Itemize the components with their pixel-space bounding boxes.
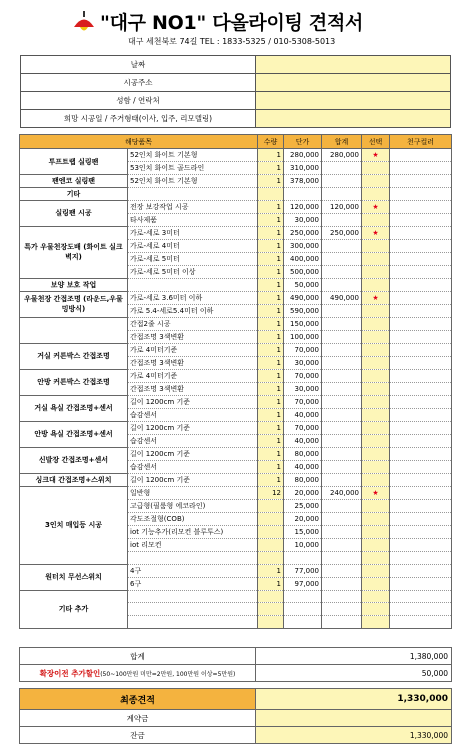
select-cell[interactable]: ★ <box>362 149 390 162</box>
price-cell: 300,000 <box>284 239 322 252</box>
category-cell: 기타 <box>20 188 128 201</box>
item-cell: 가로 4미터기준 <box>128 343 258 356</box>
item-cell <box>128 603 258 616</box>
select-cell[interactable]: ★ <box>362 486 390 499</box>
select-cell[interactable] <box>362 577 390 590</box>
table-row <box>20 317 452 330</box>
total-cell <box>322 239 362 252</box>
color-cell[interactable] <box>390 395 452 408</box>
price-cell: 70,000 <box>284 421 322 434</box>
category-cell: 신발장 간접조명+센서 <box>20 447 128 473</box>
item-cell <box>128 278 258 291</box>
category-cell: 안방 커튼박스 간접조명 <box>20 369 128 395</box>
item-cell: 52인치 화이트 기본형 <box>128 175 258 188</box>
select-cell[interactable] <box>362 590 390 603</box>
qty-cell[interactable] <box>258 188 284 201</box>
total-cell <box>322 408 362 421</box>
table-row <box>20 188 452 201</box>
total-cell <box>322 564 362 577</box>
schedule-field[interactable] <box>256 110 451 128</box>
total-cell: 490,000 <box>322 291 362 304</box>
table-row <box>20 447 452 460</box>
item-cell: 습감센서 <box>128 460 258 473</box>
qty-cell[interactable]: 1 <box>258 343 284 356</box>
item-cell: 6구 <box>128 577 258 590</box>
total-cell <box>322 356 362 369</box>
color-cell[interactable] <box>390 149 452 162</box>
item-cell: 가로-세로 4미터 <box>128 239 258 252</box>
color-cell[interactable] <box>390 434 452 447</box>
category-cell <box>20 317 128 343</box>
price-cell <box>284 603 322 616</box>
color-cell[interactable] <box>390 278 452 291</box>
item-cell: 가로-세로 5미터 이상 <box>128 265 258 278</box>
item-cell <box>128 616 258 629</box>
price-cell: 70,000 <box>284 395 322 408</box>
select-cell[interactable] <box>362 616 390 629</box>
category-cell: 기타 추가 <box>20 590 128 628</box>
col-color: 천구컬러 <box>390 135 452 149</box>
qty-cell[interactable]: 1 <box>258 564 284 577</box>
price-cell: 80,000 <box>284 473 322 486</box>
select-cell[interactable] <box>362 499 390 512</box>
color-cell[interactable] <box>390 551 452 564</box>
final-label: 최종견적 <box>20 689 256 710</box>
qty-cell[interactable]: 1 <box>258 265 284 278</box>
color-cell[interactable] <box>390 356 452 369</box>
discount-label: 확장이전 추가할인 <box>39 668 101 678</box>
price-cell: 100,000 <box>284 330 322 343</box>
total-cell <box>322 252 362 265</box>
item-cell <box>128 551 258 564</box>
company-address: 대구 세천북로 74길 TEL : 1833-5325 / 010-5308-5013 <box>128 37 336 46</box>
category-cell: 투프트랩 실링팬 <box>20 149 128 175</box>
select-cell[interactable] <box>362 421 390 434</box>
select-cell[interactable] <box>362 512 390 525</box>
item-cell: 길이 1200cm 기준 <box>128 473 258 486</box>
total-cell <box>322 473 362 486</box>
item-cell: iot 리모컨 <box>128 538 258 551</box>
item-cell: 52인치 화이트 기본형 <box>128 149 258 162</box>
color-cell[interactable] <box>390 473 452 486</box>
total-cell <box>322 551 362 564</box>
qty-cell[interactable]: 1 <box>258 330 284 343</box>
table-row <box>20 291 452 304</box>
select-cell[interactable] <box>362 317 390 330</box>
table-row <box>20 473 452 486</box>
color-cell[interactable] <box>390 577 452 590</box>
item-cell: 53인치 화이트 골드라인 <box>128 162 258 175</box>
total-cell <box>322 590 362 603</box>
select-cell[interactable] <box>362 447 390 460</box>
select-cell[interactable] <box>362 252 390 265</box>
select-cell[interactable] <box>362 356 390 369</box>
table-row <box>20 369 452 382</box>
select-cell[interactable] <box>362 265 390 278</box>
color-cell[interactable] <box>390 590 452 603</box>
color-cell[interactable] <box>390 369 452 382</box>
category-cell: 원터치 무선스위치 <box>20 564 128 590</box>
item-cell: 타사제품 <box>128 213 258 226</box>
select-cell[interactable] <box>362 188 390 201</box>
qty-cell[interactable] <box>258 616 284 629</box>
color-cell[interactable] <box>390 499 452 512</box>
price-cell <box>284 551 322 564</box>
color-cell[interactable] <box>390 460 452 473</box>
select-cell[interactable] <box>362 408 390 421</box>
select-cell[interactable]: ★ <box>362 291 390 304</box>
total-cell <box>322 213 362 226</box>
total-cell <box>322 369 362 382</box>
price-cell: 280,000 <box>284 149 322 162</box>
price-cell: 150,000 <box>284 317 322 330</box>
color-cell[interactable] <box>390 382 452 395</box>
item-cell: 습감센서 <box>128 434 258 447</box>
qty-cell[interactable]: 1 <box>258 356 284 369</box>
select-cell[interactable] <box>362 175 390 188</box>
color-cell[interactable] <box>390 538 452 551</box>
info-label-schedule: 희망 시공일 / 주거형태(이사, 입주, 리모델링) <box>21 110 256 128</box>
qty-cell[interactable]: 1 <box>258 577 284 590</box>
qty-cell[interactable] <box>258 590 284 603</box>
qty-cell[interactable] <box>258 512 284 525</box>
select-cell[interactable] <box>362 343 390 356</box>
total-cell <box>322 382 362 395</box>
price-cell: 25,000 <box>284 499 322 512</box>
total-cell <box>322 162 362 175</box>
color-cell[interactable] <box>390 421 452 434</box>
total-cell <box>322 317 362 330</box>
price-cell: 378,000 <box>284 175 322 188</box>
final-table <box>19 688 452 744</box>
price-cell: 500,000 <box>284 265 322 278</box>
price-cell: 20,000 <box>284 486 322 499</box>
price-cell: 40,000 <box>284 460 322 473</box>
price-cell: 50,000 <box>284 278 322 291</box>
summary-table <box>19 647 452 682</box>
color-cell[interactable] <box>390 603 452 616</box>
total-cell: 250,000 <box>322 226 362 239</box>
item-cell: 각도조절형(COB) <box>128 512 258 525</box>
category-cell: 거실 커튼박스 간접조명 <box>20 343 128 369</box>
select-cell[interactable] <box>362 330 390 343</box>
qty-cell[interactable]: 1 <box>258 408 284 421</box>
select-cell[interactable] <box>362 564 390 577</box>
item-cell: 4구 <box>128 564 258 577</box>
header <box>0 0 466 50</box>
color-cell[interactable] <box>390 213 452 226</box>
contact-field[interactable] <box>256 92 451 110</box>
price-cell: 400,000 <box>284 252 322 265</box>
price-cell: 20,000 <box>284 512 322 525</box>
info-label-date: 날짜 <box>21 56 256 74</box>
select-cell[interactable] <box>362 473 390 486</box>
price-cell: 120,000 <box>284 200 322 213</box>
color-cell[interactable] <box>390 447 452 460</box>
col-select: 선택 <box>362 135 390 149</box>
qty-cell[interactable]: 1 <box>258 291 284 304</box>
item-cell: 일반형 <box>128 486 258 499</box>
category-cell: 거실 욕실 간접조명+센서 <box>20 395 128 421</box>
total-cell <box>322 460 362 473</box>
qty-cell[interactable]: 1 <box>258 200 284 213</box>
select-cell[interactable] <box>362 603 390 616</box>
price-cell: 10,000 <box>284 538 322 551</box>
item-cell: 가로 4미터기준 <box>128 369 258 382</box>
select-cell[interactable] <box>362 434 390 447</box>
discount-note: (50~100만원 미만=2만원, 100만원 이상=5만원) <box>100 670 236 678</box>
table-row <box>20 395 452 408</box>
item-cell: 간접조명 3색변환 <box>128 330 258 343</box>
item-cell: 가로-세로 5미터 <box>128 252 258 265</box>
color-cell[interactable] <box>390 564 452 577</box>
select-cell[interactable] <box>362 304 390 317</box>
price-cell <box>284 188 322 201</box>
select-cell[interactable] <box>362 382 390 395</box>
customer-info-table <box>20 55 451 128</box>
item-cell: 고급형(필룸형 에코라인) <box>128 499 258 512</box>
select-cell[interactable]: ★ <box>362 200 390 213</box>
total-cell <box>322 447 362 460</box>
total-cell <box>322 304 362 317</box>
color-cell[interactable] <box>390 200 452 213</box>
color-cell[interactable] <box>390 343 452 356</box>
category-cell: 팬엔코 실링팬 <box>20 175 128 188</box>
total-cell <box>322 188 362 201</box>
table-row <box>20 590 452 603</box>
table-row <box>20 343 452 356</box>
qty-cell[interactable]: 12 <box>258 486 284 499</box>
color-cell[interactable] <box>390 525 452 538</box>
table-row <box>20 486 452 499</box>
total-cell <box>322 499 362 512</box>
item-cell: 길이 1200cm 기준 <box>128 395 258 408</box>
qty-cell[interactable]: 1 <box>258 278 284 291</box>
color-cell[interactable] <box>390 175 452 188</box>
col-total: 합계 <box>322 135 362 149</box>
total-cell <box>322 616 362 629</box>
qty-cell[interactable] <box>258 499 284 512</box>
select-cell[interactable] <box>362 538 390 551</box>
total-cell <box>322 525 362 538</box>
category-cell: 3인치 매입등 시공 <box>20 486 128 564</box>
item-cell: 간접조명 3색변환 <box>128 356 258 369</box>
date-field[interactable] <box>256 56 451 74</box>
price-cell: 80,000 <box>284 447 322 460</box>
color-cell[interactable] <box>390 317 452 330</box>
total-label: 합계 <box>20 648 256 665</box>
price-cell: 30,000 <box>284 213 322 226</box>
item-cell: 가로-세로 3미터 <box>128 226 258 239</box>
color-cell[interactable] <box>390 252 452 265</box>
price-cell: 30,000 <box>284 356 322 369</box>
item-cell: 길이 1200cm 기준 <box>128 447 258 460</box>
qty-cell[interactable]: 1 <box>258 317 284 330</box>
qty-cell[interactable]: 1 <box>258 226 284 239</box>
item-cell: 가로-세로 3.6미터 이하 <box>128 291 258 304</box>
price-cell: 590,000 <box>284 304 322 317</box>
qty-cell[interactable]: 1 <box>258 473 284 486</box>
category-cell: 우물천장 간접조명 (라운드,우물밍방식) <box>20 291 128 317</box>
col-qty: 수량 <box>258 135 284 149</box>
col-price: 단가 <box>284 135 322 149</box>
item-cell: 가로 5.4-세로5.4미터 이하 <box>128 304 258 317</box>
price-cell: 70,000 <box>284 369 322 382</box>
estimate-table <box>19 134 452 629</box>
qty-cell[interactable]: 1 <box>258 213 284 226</box>
category-cell: 보양 보호 작업 <box>20 278 128 291</box>
price-cell: 250,000 <box>284 226 322 239</box>
category-cell: 특가 우물천장도배 (화이트 실크벽지) <box>20 226 128 278</box>
qty-cell[interactable]: 1 <box>258 175 284 188</box>
price-cell: 97,000 <box>284 577 322 590</box>
price-cell: 70,000 <box>284 343 322 356</box>
price-cell: 40,000 <box>284 434 322 447</box>
price-cell: 40,000 <box>284 408 322 421</box>
select-cell[interactable]: ★ <box>362 226 390 239</box>
table-row <box>20 278 452 291</box>
qty-cell[interactable] <box>258 538 284 551</box>
qty-cell[interactable]: 1 <box>258 369 284 382</box>
table-row <box>20 149 452 162</box>
select-cell[interactable] <box>362 551 390 564</box>
table-row <box>20 175 452 188</box>
price-cell: 310,000 <box>284 162 322 175</box>
table-row <box>20 421 452 434</box>
col-item: 해당품목 <box>20 135 258 149</box>
balance-value: 1,330,000 <box>256 727 452 744</box>
balance-label: 잔금 <box>20 727 256 744</box>
table-row <box>20 226 452 239</box>
category-cell: 실링팬 시공 <box>20 200 128 226</box>
item-cell: 전장 보강작업 시공 <box>128 200 258 213</box>
select-cell[interactable] <box>362 460 390 473</box>
qty-cell[interactable] <box>258 551 284 564</box>
color-cell[interactable] <box>390 330 452 343</box>
qty-cell[interactable]: 1 <box>258 395 284 408</box>
price-cell: 30,000 <box>284 382 322 395</box>
select-cell[interactable] <box>362 278 390 291</box>
qty-cell[interactable] <box>258 603 284 616</box>
page-title: "대구 NO1" 다올라이팅 견적서 <box>100 12 364 34</box>
lamp-logo-icon <box>71 10 97 36</box>
table-row <box>20 200 452 213</box>
qty-cell[interactable]: 1 <box>258 304 284 317</box>
total-value: 1,380,000 <box>256 648 452 665</box>
info-label-contact: 성함 / 연락처 <box>21 92 256 110</box>
qty-cell[interactable]: 1 <box>258 382 284 395</box>
total-cell <box>322 343 362 356</box>
select-cell[interactable] <box>362 369 390 382</box>
item-cell <box>128 188 258 201</box>
color-cell[interactable] <box>390 239 452 252</box>
address-field[interactable] <box>256 74 451 92</box>
qty-cell[interactable] <box>258 525 284 538</box>
select-cell[interactable] <box>362 239 390 252</box>
qty-cell[interactable]: 1 <box>258 434 284 447</box>
color-cell[interactable] <box>390 512 452 525</box>
total-cell <box>322 330 362 343</box>
color-cell[interactable] <box>390 486 452 499</box>
select-cell[interactable] <box>362 162 390 175</box>
item-cell: iot 기능추가(리모컨 블루투스) <box>128 525 258 538</box>
price-cell: 15,000 <box>284 525 322 538</box>
final-value: 1,330,000 <box>256 689 452 710</box>
qty-cell[interactable]: 1 <box>258 447 284 460</box>
qty-cell[interactable]: 1 <box>258 460 284 473</box>
qty-cell[interactable]: 1 <box>258 239 284 252</box>
price-cell <box>284 590 322 603</box>
total-cell <box>322 265 362 278</box>
table-header <box>20 135 452 149</box>
category-cell: 싱크대 간접조명+스위치 <box>20 473 128 486</box>
color-cell[interactable] <box>390 291 452 304</box>
select-cell[interactable] <box>362 395 390 408</box>
total-cell <box>322 175 362 188</box>
total-cell <box>322 512 362 525</box>
color-cell[interactable] <box>390 408 452 421</box>
total-cell: 120,000 <box>322 200 362 213</box>
total-cell <box>322 603 362 616</box>
total-cell: 280,000 <box>322 149 362 162</box>
price-cell <box>284 616 322 629</box>
color-cell[interactable] <box>390 162 452 175</box>
qty-cell[interactable]: 1 <box>258 421 284 434</box>
color-cell[interactable] <box>390 265 452 278</box>
qty-cell[interactable]: 1 <box>258 162 284 175</box>
item-cell: 습감센서 <box>128 408 258 421</box>
color-cell[interactable] <box>390 188 452 201</box>
total-cell <box>322 395 362 408</box>
deposit-field[interactable] <box>256 710 452 727</box>
price-cell: 490,000 <box>284 291 322 304</box>
total-cell <box>322 577 362 590</box>
select-cell[interactable] <box>362 213 390 226</box>
select-cell[interactable] <box>362 525 390 538</box>
item-cell: 간접조명 3색변환 <box>128 382 258 395</box>
total-cell <box>322 278 362 291</box>
table-row <box>20 564 452 577</box>
total-cell <box>322 434 362 447</box>
item-cell: 길이 1200cm 기준 <box>128 421 258 434</box>
item-cell <box>128 590 258 603</box>
color-cell[interactable] <box>390 616 452 629</box>
total-cell: 240,000 <box>322 486 362 499</box>
price-cell: 77,000 <box>284 564 322 577</box>
total-cell <box>322 421 362 434</box>
total-cell <box>322 538 362 551</box>
info-label-address: 시공주소 <box>21 74 256 92</box>
qty-cell[interactable]: 1 <box>258 149 284 162</box>
item-cell: 간접2줄 시공 <box>128 317 258 330</box>
color-cell[interactable] <box>390 304 452 317</box>
color-cell[interactable] <box>390 226 452 239</box>
discount-value: 50,000 <box>256 665 452 682</box>
deposit-label: 계약금 <box>20 710 256 727</box>
qty-cell[interactable]: 1 <box>258 252 284 265</box>
category-cell: 안방 욕실 간접조명+센서 <box>20 421 128 447</box>
